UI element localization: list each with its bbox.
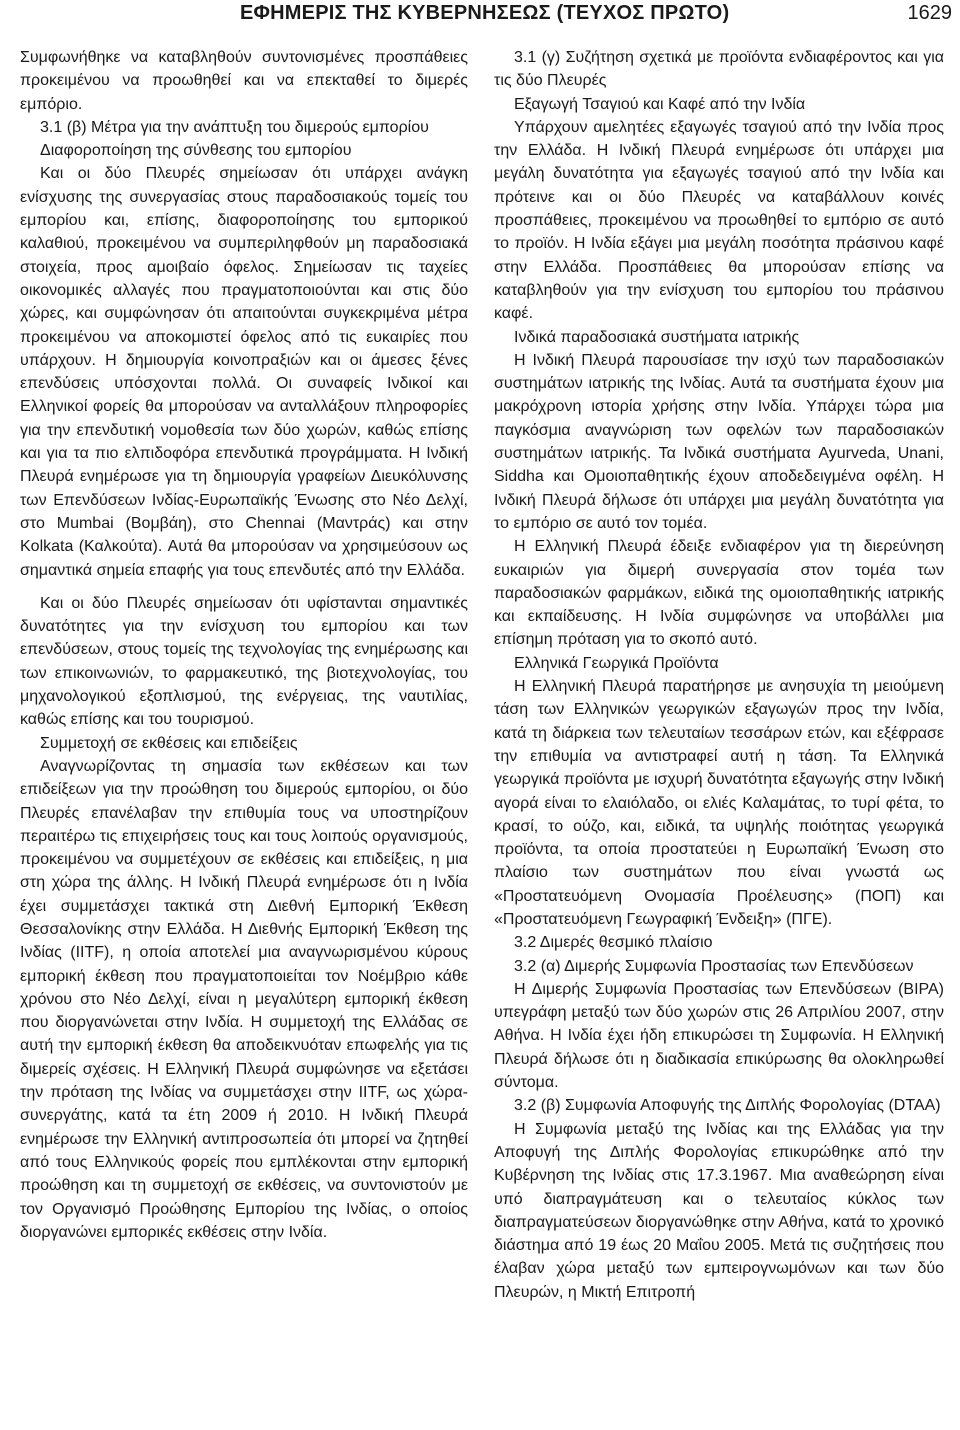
section-heading: 3.1 (γ) Συζήτηση σχετικά με προϊόντα ενδιαφέροντος και για τις δύο Πλευρές xyxy=(494,49,944,90)
subheading: Εξαγωγή Τσαγιού και Καφέ από την Ινδία xyxy=(514,95,806,113)
page-header xyxy=(240,2,952,32)
subheading: Ελληνικά Γεωργικά Προϊόντα xyxy=(514,654,719,672)
section-heading: 3.1 (β) Μέτρα για την ανάπτυξη του διμερούς εμπορίου xyxy=(40,118,429,136)
section-heading: 3.2 Διμερές θεσμικό πλαίσιο xyxy=(514,934,713,952)
paragraph: Η Ινδική Πλευρά παρουσίασε την ισχύ των παραδοσιακών συστημάτων ιατρικής της Ινδίας. Αυτά τα συστήματα έχουν μια μακρόχρονη ιστορία χρήσης στην Ινδία. Υπάρχει τώρα μια παγκόσμια αναγνώριση των οφελών των παραδοσιακών συστημάτων ιατρικής. Τα Ινδικά συστήματα Ayurveda, Unani, Siddha και Ομοιοπαθητικής έχουν αποδεδειγμένα οφέλη. Η Ινδική Πλευρά δήλωσε ότι υπάρχει μια μεγάλη δυνατότητα για το εμπόριο σε αυτό τον τομέα. xyxy=(494,351,944,532)
paragraph: Η Συμφωνία μεταξύ της Ινδίας και της Ελλάδας για την Αποφυγή της Διπλής Φορολογίας επικυρώθηκε από την Κυβέρνηση της Ινδίας στις 17.3.1967. Μια αναθεώρηση είναι υπό διαπραγμάτευση και ο τελευταίος κύκλος των διαπραγματεύσεων διοργανώθηκε στην Αθήνα, κατά το χρονικό διάστημα από 19 έως 20 Μαΐου 2005. Μετά τις συζητήσεις που έλαβαν χώρα μεταξύ των εμπειρογνωμόνων και των δύο Πλευρών, η Μικτή Επιτροπή xyxy=(494,1120,944,1301)
paragraph: Και οι δύο Πλευρές σημείωσαν ότι υπάρχει ανάγκη ενίσχυσης της συνεργασίας στους παραδοσιακούς τομείς του εμπορίου και, επίσης, διαφοροποίησης του εμπορικού καλαθιού, προκειμένου να συμπεριληφθούν μη παραδοσιακά στοιχεία, προς αμοιβαίο όφελος. Σημείωσαν τις ταχείες οικονομικές αλλαγές που πραγματοποιούνται και στις δύο χώρες, και συμφώνησαν ότι απαιτούνται συγκεκριμένα μέτρα προκειμένου να αποκομιστεί όφελος από τις ευκαιρίες που υπάρχουν. Η δημιουργία κοινοπραξιών και οι άμεσες ξένες επενδύσεις υπόσχονται πολλά. Οι συναφείς Ινδικοί και Ελληνικοί φορείς θα μπορούσαν να ανταλλάξουν πληροφορίες για την επενδυτική νομοθεσία των δύο χωρών, καθώς επίσης και για τα πιο ελπιδοφόρα επενδυτικά προγράμματα. Η Ινδική Πλευρά ενημέρωσε για τη δημιουργία γραφείων Διευκόλυνσης των Επενδύσεων Ινδίας-Ευρωπαϊκής Ένωσης στο Νέο Δελχί, στο Mumbai (Βομβάη), στο Chennai (Μαντράς) και στην Kolkata (Καλκούτα). Αυτά θα μπορούσαν να χρησιμεύσουν ως σημαντικά σημεία επαφής για τους επενδυτές από την Ελλάδα. xyxy=(20,165,468,579)
left-column xyxy=(20,46,468,1244)
section-heading: 3.2 (β) Συμφωνία Αποφυγής της Διπλής Φορολογίας (DTAA) xyxy=(514,1097,941,1115)
right-column xyxy=(494,46,944,1304)
page-number: 1629 xyxy=(907,2,952,24)
paragraph: Και οι δύο Πλευρές σημείωσαν ότι υφίστανται σημαντικές δυνατότητες για την ενίσχυση του εμπορίου και των επενδύσεων, στους τομείς της τεχνολογίας της ενημέρωσης και των επικοινωνιών, το φαρμακευτικό, της βιοτεχνολογίας, του μηχανολογικού εξοπλισμού, της ενέργειας, της ναυτιλίας, καθώς επίσης και του τουρισμού. xyxy=(20,594,468,729)
paragraph: Αναγνωρίζοντας τη σημασία των εκθέσεων και των επιδείξεων για την προώθηση του διμερούς εμπορίου, οι δύο Πλευρές επανέλαβαν την επιθυμία τους να υποστηρίζουν περαιτέρω τις επιχειρήσεις τους και τους λοιπούς οργανισμούς, προκειμένου να συμμετέχουν σε εκθέσεις και επιδείξεις, η μια στη χώρα της άλλης. Η Ινδική Πλευρά ενημέρωσε ότι η Ινδία έχει συμμετάσχει τακτικά στη Διεθνή Εμπορική Έκθεση Θεσσαλονίκης στην Ελλάδα. Η Διεθνής Εμπορική Έκθεση της Ινδίας (IITF), η οποία αποτελεί μια αναγνωρισμένου κύρους εμπορική έκθεση που πραγματοποιείται τον Νοέμβριο κάθε χρόνου στο Νέο Δελχί, είναι η μεγαλύτερη εμπορική έκθεση που διοργανώνεται στην Ινδία. Η συμμετοχή της Ελλάδας σε αυτή την εμπορική έκθεση θα αποδεικνυόταν επωφελής για τις διμερείς σχέσεις. Η Ελληνική Πλευρά συμφώνησε να εξετάσει την πρόταση της Ινδίας να συμμετάσχει στην IITF, ως χώρα-συνεργάτης, κατά τα έτη 2009 ή 2010. Η Ινδική Πλευρά ενημέρωσε την Ελληνική αντιπροσωπεία ότι μπορεί να ζητηθεί από τους Ελληνικούς φορείς που εμπλέκονται στην εμπορική προώθηση και τη συμμετοχή σε εκθέσεις, να συντονιστούν με τον Οργανισμό Προώθησης Εμπορίου της Ινδίας, ο οποίος διοργανώνει εμπορικές εκθέσεις στην Ινδία. xyxy=(20,757,468,1241)
subheading: Διαφοροποίηση της σύνθεσης του εμπορίου xyxy=(40,142,352,160)
subheading: Ινδικά παραδοσιακά συστήματα ιατρικής xyxy=(514,328,800,346)
paragraph: Η Ελληνική Πλευρά παρατήρησε με ανησυχία τη μειούμενη τάση των Ελληνικών γεωργικών εξαγωγών προς την Ινδία, κατά τη διάρκεια των τελευταίων τεσσάρων ετών, και εξέφρασε την επιθυμία να αντιστραφεί αυτή η τάση. Τα Ελληνικά γεωργικά προϊόντα με ισχυρή δυνατότητα εξαγωγής στην Ινδική αγορά είναι το ελαιόλαδο, οι ελιές Καλαμάτας, το τυρί φέτα, το κρασί, το ούζο, και, ειδικά, τα υψηλής ποιότητας γεωργικά προϊόντα, τα οποία προστατεύει η Ευρωπαϊκή Ένωση στο πλαίσιο των συστημάτων που είναι γνωστά ως «Προστατευόμενη Ονομασία Προέλευσης» (ΠΟΠ) και «Προστατευόμενη Γεωγραφική Ένδειξη» (ΠΓΕ). xyxy=(494,678,944,928)
paragraph: Η Ελληνική Πλευρά έδειξε ενδιαφέρον για τη διερεύνηση ευκαιριών για διμερή συνεργασία στον τομέα των παραδοσιακών φαρμάκων, ειδικά της ομοιοπαθητικής ιατρικής και εκπαίδευσης. Η Ινδία συμφώνησε να υποβάλλει μια επίσημη πρόταση για το σκοπό αυτό. xyxy=(494,538,944,649)
subheading: Συμμετοχή σε εκθέσεις και επιδείξεις xyxy=(40,734,298,752)
paragraph: Συμφωνήθηκε να καταβληθούν συντονισμένες προσπάθειες προκειμένου να προωθηθεί και να επεκταθεί το διμερές εμπόριο. xyxy=(20,49,468,113)
gazette-title: ΕΦΗΜΕΡΙΣ ΤΗΣ ΚΥΒΕΡΝΗΣΕΩΣ (ΤΕΥΧΟΣ ΠΡΩΤΟ) xyxy=(240,2,730,24)
section-heading: 3.2 (α) Διμερής Συμφωνία Προστασίας των Επενδύσεων xyxy=(514,957,914,975)
paragraph: Υπάρχουν αμελητέες εξαγωγές τσαγιού από την Ινδία προς την Ελλάδα. Η Ινδική Πλευρά ενημέρωσε ότι υπάρχει μια μεγάλη δυνατότητα για εξαγωγές τσαγιού από την Ινδία και πρότεινε και οι δύο Πλευρές να καταβάλλουν κοινές προσπάθειες, προκειμένου να προωθηθεί το εμπόριο σε αυτό το προϊόν. Η Ινδία εξάγει μια μεγάλη ποσότητα πράσινου καφέ στην Ελλάδα. Προσπάθειες θα μπορούσαν επίσης να καταβληθούν για την ενίσχυση του εμπορίου του πράσινου καφέ. xyxy=(494,118,944,323)
paragraph: Η Διμερής Συμφωνία Προστασίας των Επενδύσεων (BIPA) υπεγράφη μεταξύ των δύο χωρών στις 26 Απριλίου 2007, στην Αθήνα. Η Ινδία έχει ήδη επικυρώσει τη Συμφωνία. Η Ελληνική Πλευρά δήλωσε ότι η διαδικασία επικύρωσης θα ολοκληρωθεί σύντομα. xyxy=(494,980,944,1092)
